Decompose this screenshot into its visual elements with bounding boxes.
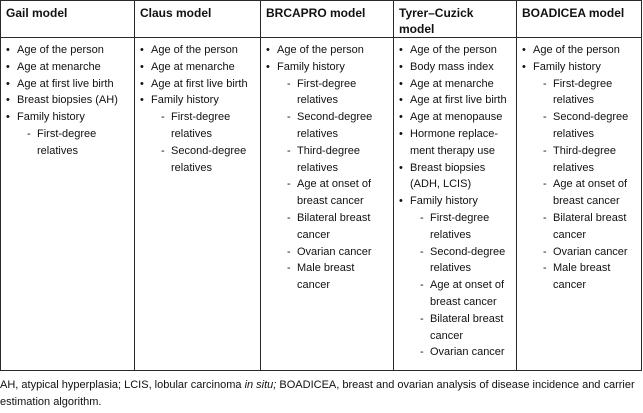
factor-list [139, 42, 257, 176]
sub-factor-item: - Bilateral breast cancer [410, 311, 513, 345]
header-row [1, 1, 642, 38]
sub-factor-item: - Third-degree relatives [277, 143, 390, 177]
header-brcapro: BRCAPRO model [261, 1, 394, 38]
sub-factor-list [533, 76, 638, 294]
factor-item [398, 76, 513, 93]
factor-list [521, 42, 638, 294]
cell-tyrer-cuzick [394, 38, 517, 371]
cell-gail [1, 38, 135, 371]
sub-factor-item: - Second-degree relatives [277, 109, 390, 143]
header-tyrer-cuzick: Tyrer–Cuzick model [394, 1, 517, 38]
factor-label: Family history [533, 60, 601, 73]
factor-label: Age at menarche [410, 77, 494, 90]
factor-label: Breast biopsies (ADH, LCIS) [410, 161, 486, 191]
sub-factor-item: - First-degree relatives [277, 76, 390, 110]
sub-factor-item: - Second-degree relatives [410, 244, 513, 278]
factor-item [265, 42, 390, 59]
factor-item [398, 193, 513, 361]
factor-item [5, 92, 131, 109]
sub-factor-item: - Ovarian cancer [410, 344, 513, 361]
factor-item [5, 109, 131, 159]
factor-label: Hormone replacement therapy use [410, 127, 499, 157]
factor-label: Age of the person [151, 44, 238, 56]
sub-factor-item: - Bilateral breast cancer [533, 210, 638, 244]
factor-item [521, 59, 638, 294]
factor-label: Age at menarche [17, 60, 101, 73]
factor-label: Family history [151, 94, 219, 107]
factor-item [398, 59, 513, 76]
footnote-part-1: AH, atypical hyperplasia; LCIS, lobular carcinoma [0, 379, 245, 391]
sub-factor-item: - Bilateral breast cancer [277, 210, 390, 244]
sub-factor-item: - Age at onset of breast cancer [277, 176, 390, 210]
factor-label: Age at first live birth [410, 94, 507, 107]
sub-factor-item: - Age at onset of breast cancer [533, 176, 638, 210]
sub-factor-list [410, 210, 513, 361]
sub-factor-item: - First-degree relatives [533, 76, 638, 110]
factor-item [398, 126, 513, 160]
sub-factor-item: - Ovarian cancer [533, 244, 638, 261]
factor-item [521, 42, 638, 59]
cell-boadicea [517, 38, 642, 371]
header-gail: Gail model [1, 1, 135, 38]
footnote-italic: in situ; [244, 379, 277, 391]
sub-factor-item: - Male breast cancer [533, 260, 638, 294]
cell-brcapro [261, 38, 394, 371]
factor-label: Age at menopause [410, 111, 503, 124]
factor-label: Family history [17, 111, 85, 124]
sub-factor-list [151, 109, 257, 176]
table-footnote [0, 377, 640, 411]
header-boadicea: BOADICEA model [517, 1, 642, 38]
sub-factor-item: - Male breast cancer [277, 260, 390, 294]
factor-item [139, 76, 257, 93]
factor-label: Family history [410, 195, 478, 208]
sub-factor-item: - Second-degree relatives [533, 109, 638, 143]
factor-item [5, 59, 131, 76]
factor-list [398, 42, 513, 361]
factor-item [5, 42, 131, 59]
factor-list [265, 42, 390, 294]
factor-label: Age of the person [17, 44, 104, 56]
factor-item [398, 92, 513, 109]
sub-factor-item: - First-degree relatives [410, 210, 513, 244]
sub-factor-item: - First-degree relatives [17, 126, 131, 160]
sub-factor-item: - Ovarian cancer [277, 244, 390, 261]
factor-item [398, 160, 513, 194]
sub-factor-list [277, 76, 390, 294]
factor-label: Age of the person [410, 44, 497, 56]
factor-item [139, 59, 257, 76]
factor-label: Age of the person [533, 44, 620, 56]
factor-list [5, 42, 131, 160]
factor-label: Age at menarche [151, 60, 235, 73]
factor-item [139, 42, 257, 59]
factor-label: Family history [277, 60, 345, 73]
footnote-part-3: BOADICEA, breast and ovarian analysis of disease incidence and carrier estimation algorithm. [0, 379, 635, 408]
sub-factor-list [17, 126, 131, 160]
factor-label: Age at first live birth [151, 77, 248, 90]
body-row [1, 38, 642, 371]
cell-claus [135, 38, 261, 371]
factor-label: Breast biopsies (AH) [17, 94, 118, 107]
header-claus: Claus model [135, 1, 261, 38]
sub-factor-item: - First-degree relatives [151, 109, 257, 143]
factor-label: Age of the person [277, 44, 364, 56]
factor-item [398, 42, 513, 59]
factor-item [139, 92, 257, 176]
sub-factor-item: - Third-degree relatives [533, 143, 638, 177]
sub-factor-item: - Age at onset of breast cancer [410, 277, 513, 311]
factor-item [5, 76, 131, 93]
factor-label: Body mass index [410, 60, 494, 73]
sub-factor-item: - Second-degree relatives [151, 143, 257, 177]
factor-item [398, 109, 513, 126]
factor-label: Age at first live birth [17, 77, 114, 90]
factor-item [265, 59, 390, 294]
